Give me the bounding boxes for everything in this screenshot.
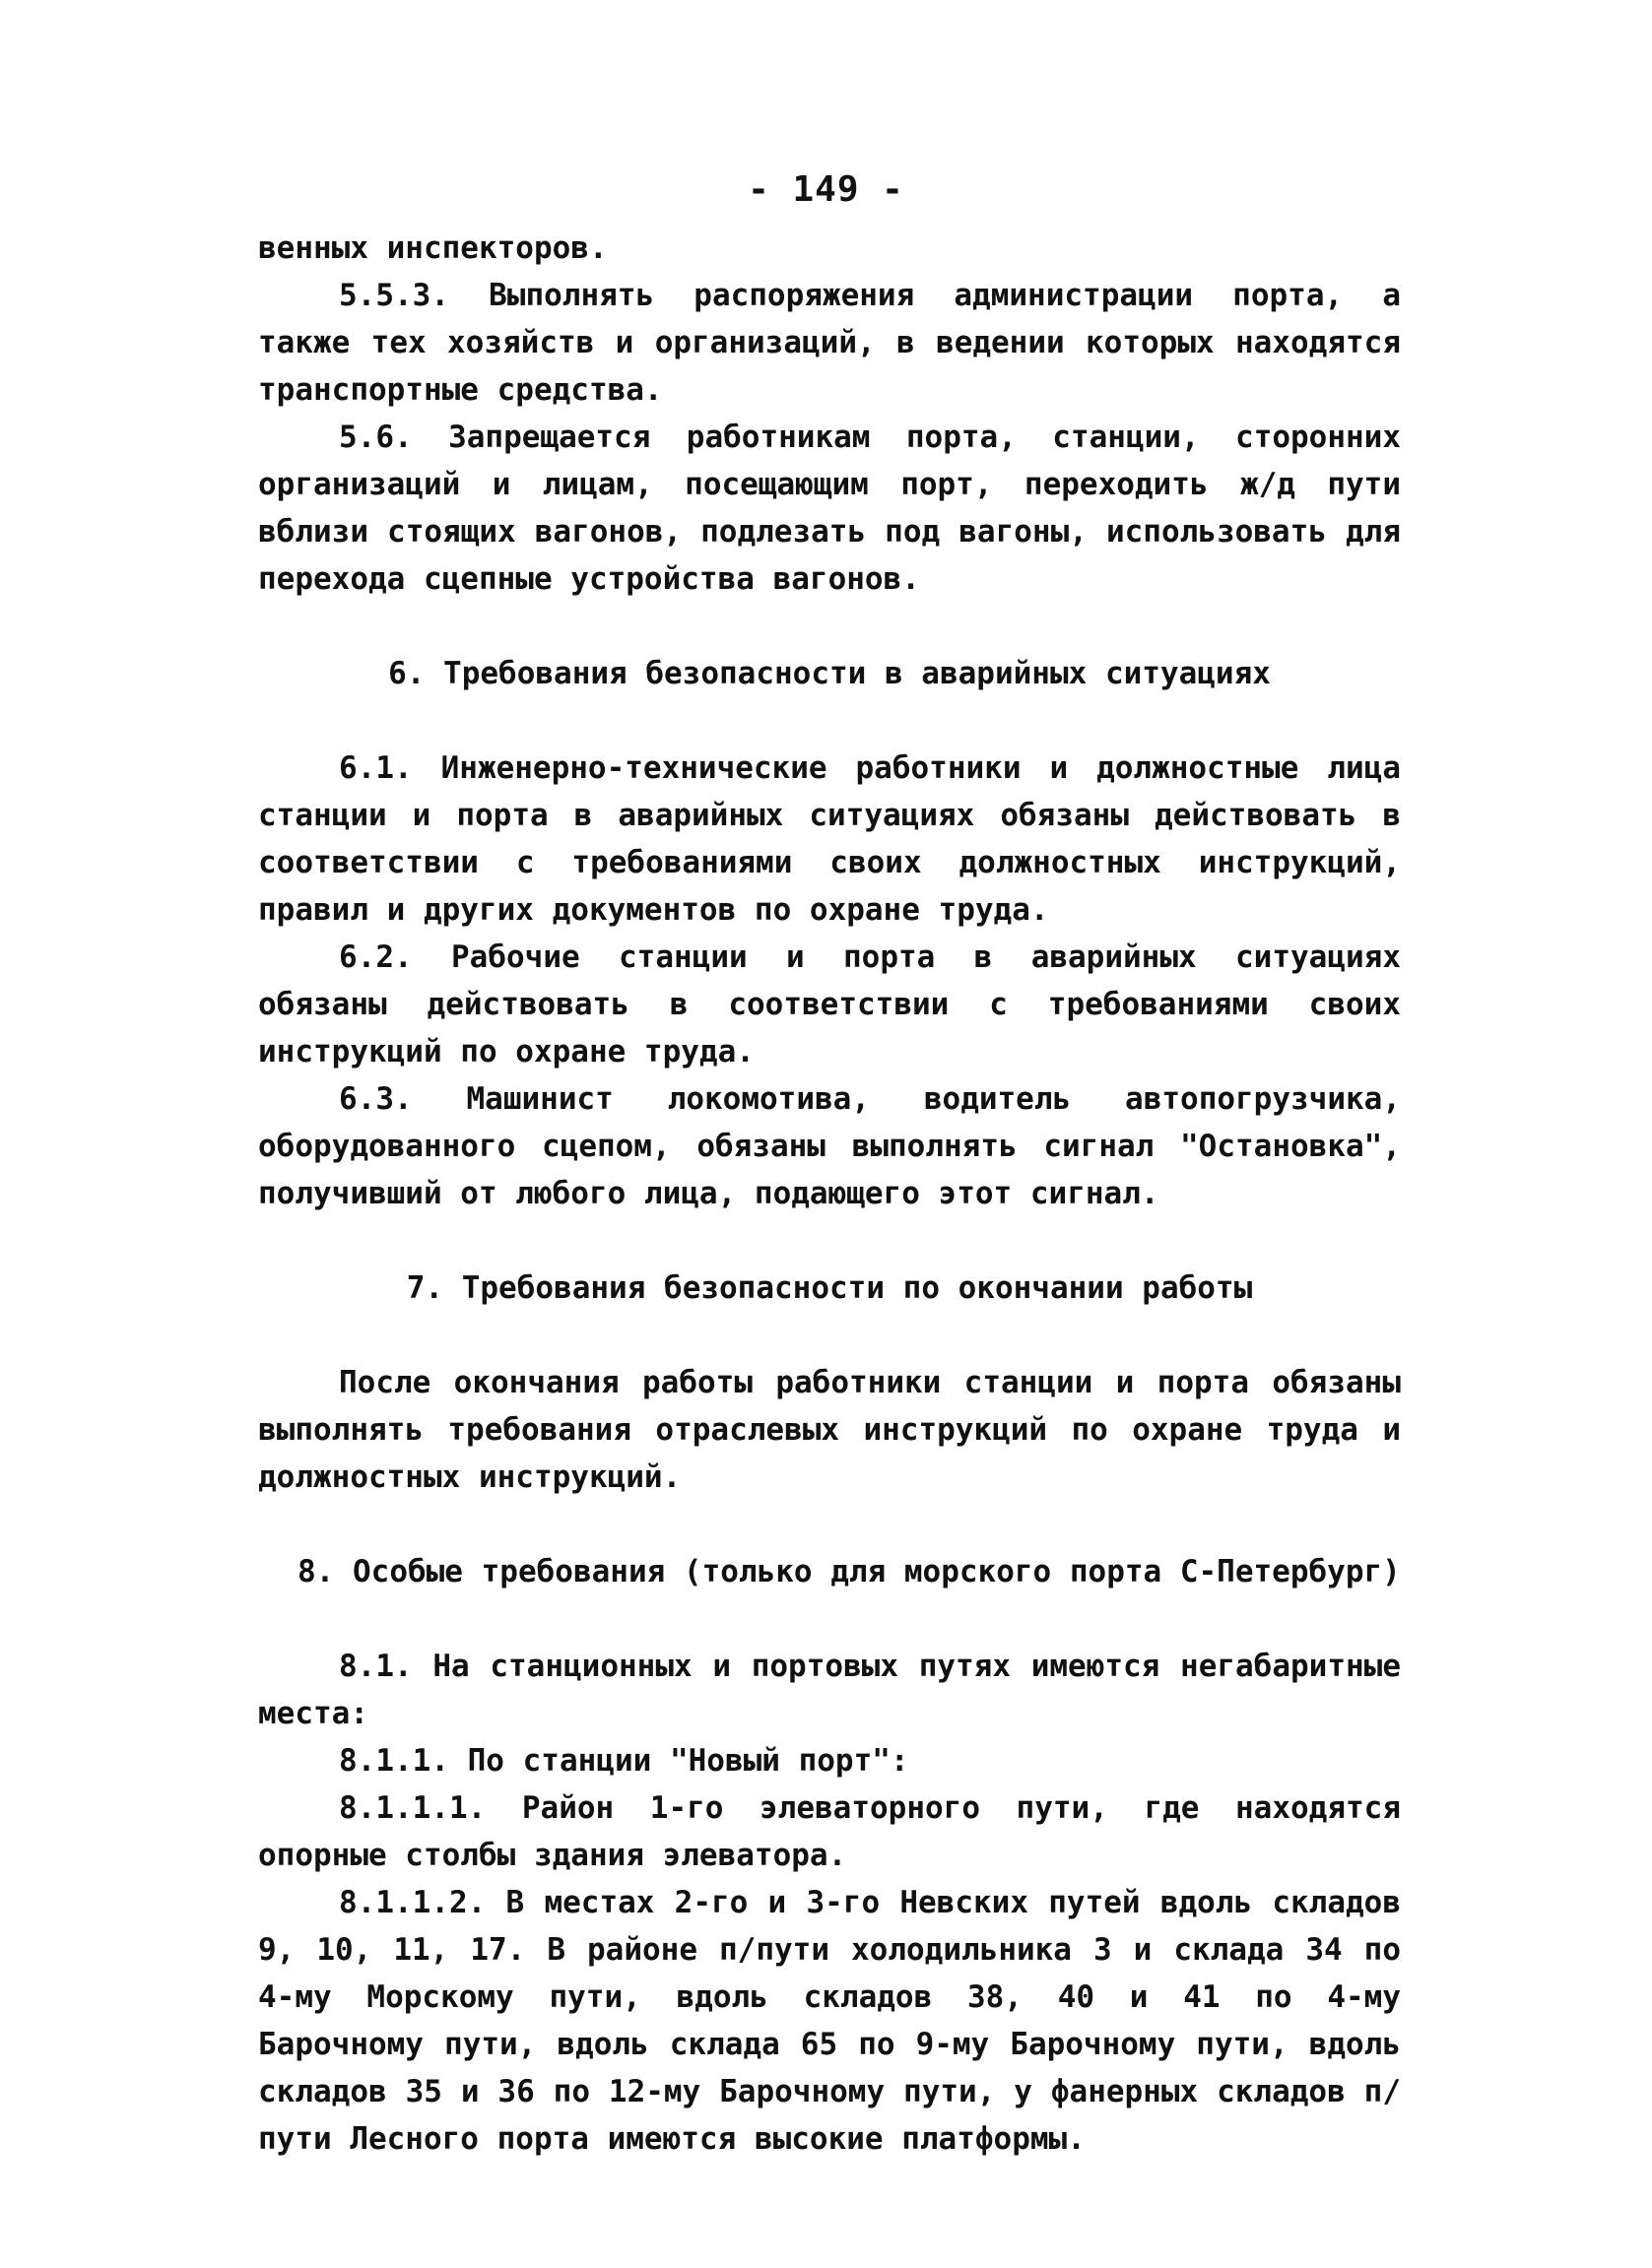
document-body	[258, 225, 1401, 2163]
section-heading-7: 7. Требования безопасности по окончании работы	[406, 1270, 1253, 1306]
paragraph-8-1: 8.1. На станционных и портовых путях имеются негабаритные места:	[258, 1649, 1401, 1731]
paragraph-8-1-1-2: 8.1.1.2. В местах 2-го и 3-го Невских путей вдоль складов 9, 10, 11, 17. В районе п/пути холодильника 3 и склада 34 по 4-му Морскому пути, вдоль складов 38, 40 и 41 по 4-му Барочному пути, вдоль склада 65 по 9-му Барочному пути, вдоль складов 35 и 36 по 12-му Барочному пути, у фанерных складов п/пути Лесного порта имеются высокие платформы.	[258, 1885, 1401, 2157]
paragraph-5-5-3: 5.5.3. Выполнять распоряжения администрации порта, а также тех хозяйств и организаций, в ведении которых находятся транспортные средства.	[258, 278, 1401, 408]
paragraph-6-1: 6.1. Инженерно-технические работники и должностные лица станции и порта в аварийных ситуациях обязаны действовать в соответствии с требованиями своих должностных инструкций, правил и других документов по охране труда.	[258, 750, 1401, 928]
page-number: - 149 -	[748, 169, 904, 210]
paragraph-8-1-1: 8.1.1. По станции "Новый порт":	[339, 1743, 909, 1779]
section-heading-6: 6. Требования безопасности в аварийных ситуациях	[388, 656, 1271, 691]
paragraph-6-3: 6.3. Машинист локомотива, водитель автопогрузчика, оборудованного сцепом, обязаны выполнять сигнал "Остановка", получивший от любого лица, подающего этот сигнал.	[258, 1081, 1401, 1211]
paragraph-6-2: 6.2. Рабочие станции и порта в аварийных ситуациях обязаны действовать в соответствии с требованиями своих инструкций по охране труда.	[258, 940, 1401, 1069]
paragraph-5-6: 5.6. Запрещается работникам порта, станции, сторонних организаций и лицам, посещающим порт, переходить ж/д пути вблизи стоящих вагонов, подлезать под вагоны, использовать для перехода сцепные устройства вагонов.	[258, 420, 1401, 597]
paragraph-continuation: венных инспекторов.	[258, 230, 608, 266]
paragraph-8-1-1-1: 8.1.1.1. Район 1-го элеваторного пути, где находятся опорные столбы здания элеватора.	[258, 1790, 1401, 1873]
paragraph-7: После окончания работы работники станции и порта обязаны выполнять требования отраслевых инструкций по охране труда и должностных инструкций.	[258, 1365, 1401, 1495]
section-heading-8: 8. Особые требования (только для морского порта С-Петербург)	[297, 1554, 1401, 1589]
